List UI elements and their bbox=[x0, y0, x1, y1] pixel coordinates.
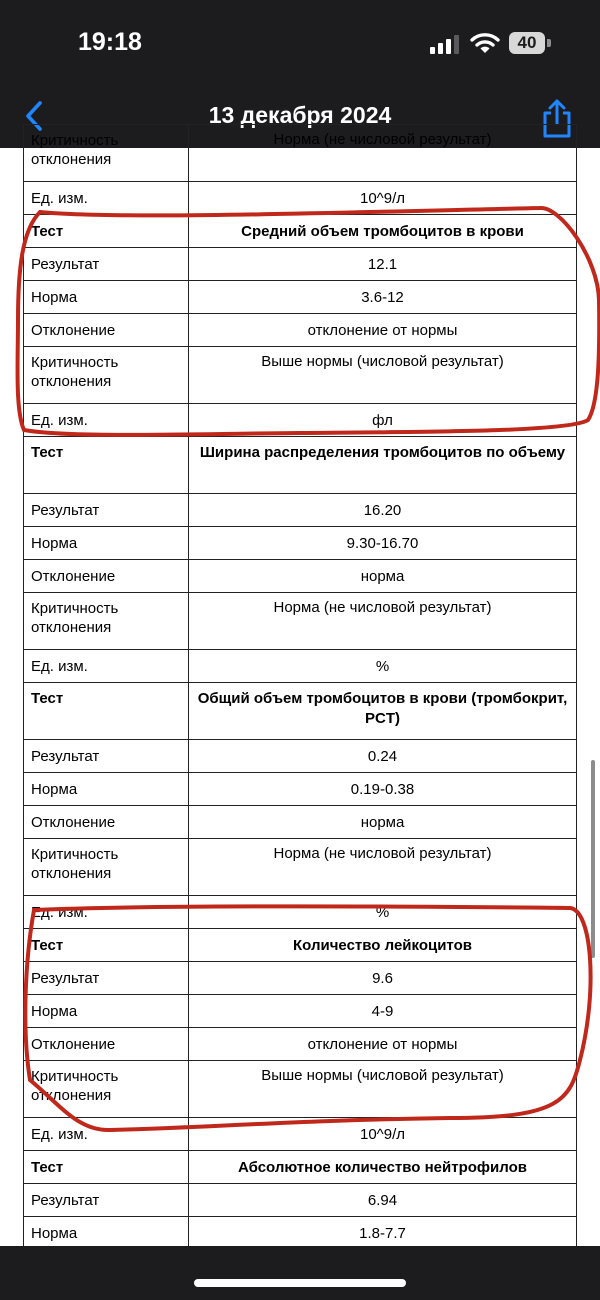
row-value: Средний объем тромбоцитов в крови bbox=[189, 215, 577, 248]
row-label: Тест bbox=[24, 929, 189, 962]
battery-icon bbox=[509, 32, 551, 54]
row-value: 10^9/л bbox=[189, 1118, 577, 1151]
results-table bbox=[23, 124, 577, 1283]
row-value: отклонение от нормы bbox=[189, 314, 577, 347]
table-row bbox=[24, 1028, 577, 1061]
row-value: фл bbox=[189, 404, 577, 437]
table-row bbox=[24, 494, 577, 527]
home-indicator[interactable] bbox=[194, 1279, 406, 1287]
row-label: Критичность отклонения bbox=[24, 593, 189, 650]
row-value: 3.6-12 bbox=[189, 281, 577, 314]
table-row bbox=[24, 560, 577, 593]
battery-level: 40 bbox=[509, 32, 545, 54]
table-row bbox=[24, 404, 577, 437]
table-row bbox=[24, 995, 577, 1028]
row-value: 4-9 bbox=[189, 995, 577, 1028]
scrollbar[interactable] bbox=[591, 760, 595, 958]
row-label: Критичность отклонения bbox=[24, 839, 189, 896]
table-row bbox=[24, 1184, 577, 1217]
row-label: Ед. изм. bbox=[24, 182, 189, 215]
row-label: Тест bbox=[24, 683, 189, 740]
table-row bbox=[24, 1217, 577, 1250]
table-row bbox=[24, 839, 577, 896]
row-value: 16.20 bbox=[189, 494, 577, 527]
table-row bbox=[24, 125, 577, 182]
row-value: 0.24 bbox=[189, 740, 577, 773]
test-header-row bbox=[24, 437, 577, 494]
row-value: % bbox=[189, 896, 577, 929]
page-title: 13 декабря 2024 bbox=[208, 102, 392, 128]
table-row bbox=[24, 806, 577, 839]
row-label: Тест bbox=[24, 1151, 189, 1184]
row-value: Выше нормы (числовой результат) bbox=[189, 347, 577, 404]
row-value: 1.8-7.7 bbox=[189, 1217, 577, 1250]
row-value: 6.94 bbox=[189, 1184, 577, 1217]
test-header-row bbox=[24, 1151, 577, 1184]
table-row bbox=[24, 1061, 577, 1118]
row-value: норма bbox=[189, 560, 577, 593]
lab-results-document[interactable] bbox=[0, 131, 600, 1246]
row-value: 9.6 bbox=[189, 962, 577, 995]
row-label: Отклонение bbox=[24, 560, 189, 593]
table-row bbox=[24, 1118, 577, 1151]
row-value: Норма (не числовой результат) bbox=[189, 839, 577, 896]
table-row bbox=[24, 527, 577, 560]
row-label: Результат bbox=[24, 740, 189, 773]
row-value: 9.30-16.70 bbox=[189, 527, 577, 560]
test-header-row bbox=[24, 215, 577, 248]
row-label: Ед. изм. bbox=[24, 404, 189, 437]
table-row bbox=[24, 740, 577, 773]
wifi-icon bbox=[470, 31, 500, 55]
row-label: Ед. изм. bbox=[24, 896, 189, 929]
table-row bbox=[24, 347, 577, 404]
home-indicator-area bbox=[0, 1246, 600, 1300]
row-label: Норма bbox=[24, 281, 189, 314]
row-value: Количество лейкоцитов bbox=[189, 929, 577, 962]
row-label: Отклонение bbox=[24, 1028, 189, 1061]
row-label: Результат bbox=[24, 962, 189, 995]
row-label: Тест bbox=[24, 215, 189, 248]
row-label: Норма bbox=[24, 995, 189, 1028]
test-header-row bbox=[24, 929, 577, 962]
cellular-signal-icon bbox=[430, 34, 462, 54]
table-row bbox=[24, 281, 577, 314]
row-label: Норма bbox=[24, 1217, 189, 1250]
status-bar bbox=[0, 0, 600, 90]
test-header-row bbox=[24, 683, 577, 740]
table-row bbox=[24, 773, 577, 806]
status-time: 19:18 bbox=[78, 28, 142, 56]
row-value: Выше нормы (числовой результат) bbox=[189, 1061, 577, 1118]
row-label: Критичность отклонения bbox=[24, 1061, 189, 1118]
row-label: Критичность отклонения bbox=[24, 125, 189, 182]
row-label: Ед. изм. bbox=[24, 650, 189, 683]
row-label: Критичность отклонения bbox=[24, 347, 189, 404]
row-value: Норма (не числовой результат) bbox=[189, 125, 577, 182]
row-value: Общий объем тромбоцитов в крови (тромбокрит, PCT) bbox=[189, 683, 577, 740]
row-label: Результат bbox=[24, 494, 189, 527]
row-value: Норма (не числовой результат) bbox=[189, 593, 577, 650]
row-label: Норма bbox=[24, 527, 189, 560]
table-row bbox=[24, 248, 577, 281]
table-row bbox=[24, 182, 577, 215]
row-value: 0.19-0.38 bbox=[189, 773, 577, 806]
row-label: Норма bbox=[24, 773, 189, 806]
row-value: % bbox=[189, 650, 577, 683]
row-label: Отклонение bbox=[24, 806, 189, 839]
table-row bbox=[24, 593, 577, 650]
table-row bbox=[24, 896, 577, 929]
row-label: Результат bbox=[24, 1184, 189, 1217]
row-value: 12.1 bbox=[189, 248, 577, 281]
row-value: Абсолютное количество нейтрофилов bbox=[189, 1151, 577, 1184]
row-value: отклонение от нормы bbox=[189, 1028, 577, 1061]
row-label: Тест bbox=[24, 437, 189, 494]
row-value: Ширина распределения тромбоцитов по объему bbox=[189, 437, 577, 494]
table-row bbox=[24, 650, 577, 683]
table-row bbox=[24, 314, 577, 347]
row-value: норма bbox=[189, 806, 577, 839]
table-row bbox=[24, 962, 577, 995]
row-label: Ед. изм. bbox=[24, 1118, 189, 1151]
row-label: Результат bbox=[24, 248, 189, 281]
row-label: Отклонение bbox=[24, 314, 189, 347]
row-value: 10^9/л bbox=[189, 182, 577, 215]
